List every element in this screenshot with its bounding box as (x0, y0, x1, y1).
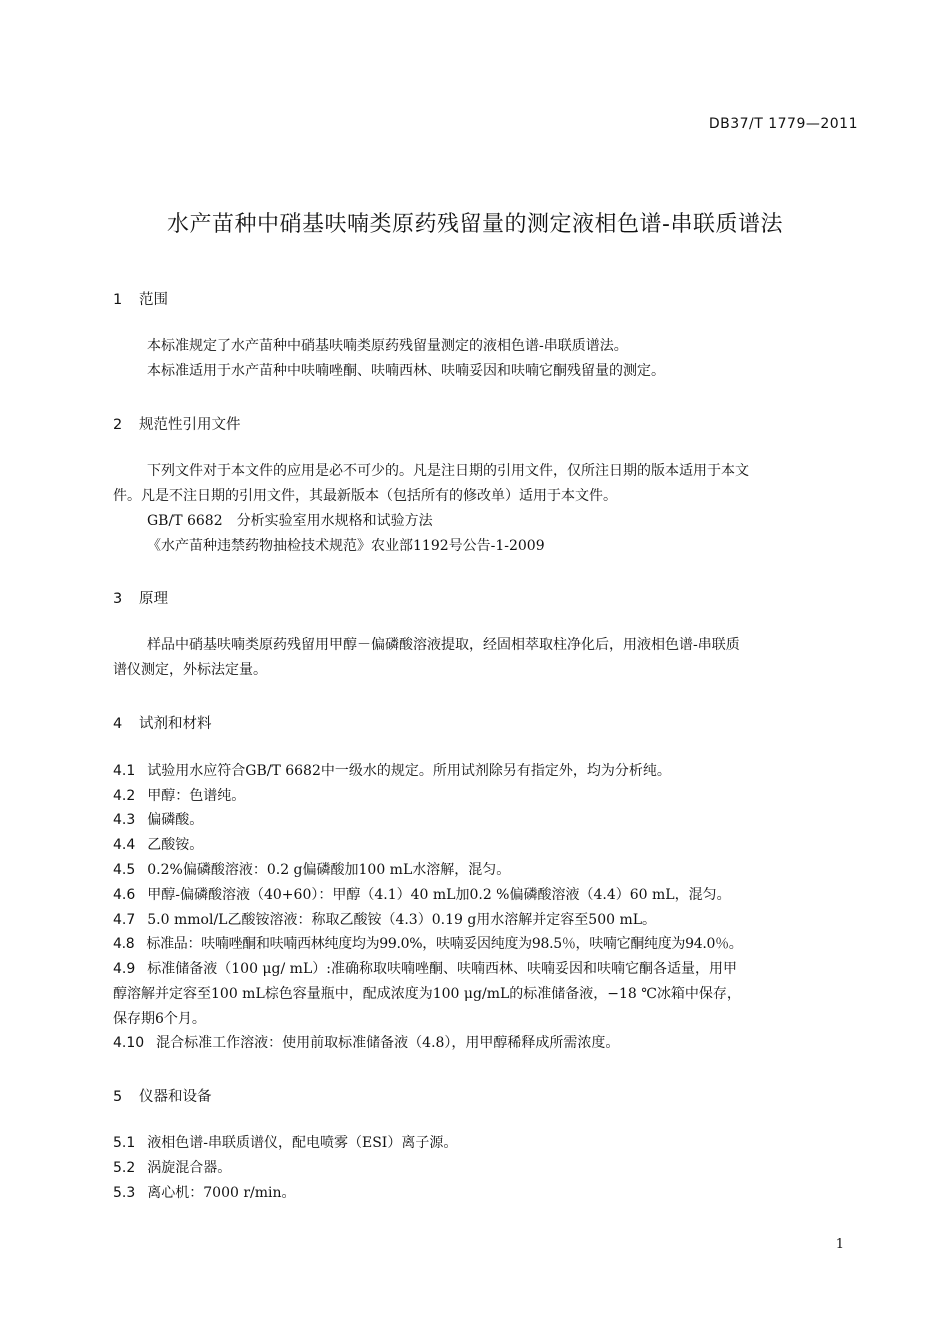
list-item: 4.5 0.2%偏磷酸溶液：0.2 g偏磷酸加100 mL水溶解，混匀。 (113, 862, 511, 878)
list-item: 5.3 离心机：7000 r/min。 (113, 1185, 296, 1201)
list-item: 4.7 5.0 mmol/L乙酸铵溶液：称取乙酸铵（4.3）0.19 g用水溶解并定容至500 mL。 (113, 912, 657, 928)
section-heading-3: 3 原理 (113, 591, 168, 607)
section-heading-5: 5 仪器和设备 (113, 1089, 212, 1105)
list-item: 4.6 甲醇-偏磷酸溶液（40+60）：甲醇（4.1）40 mL加0.2 %偏磷酸溶液（4.4）60 mL，混匀。 (113, 887, 731, 903)
list-item: 4.9 标准储备液（100 μg/ mL）:准确称取呋喃唑酮、呋喃西林、呋喃妥因和呋喃它酮各适量，用甲 醇溶解并定容至100 mL棕色容量瓶中，配成浓度为100 μg/mL的标准储备液，−18 ℃冰箱中保存， 保存期6个月。 (113, 961, 741, 1027)
list-item: 5.1 液相色谱-串联质谱仪，配电喷雾（ESI）离子源。 (113, 1135, 458, 1151)
section-1-text: 本标准规定了水产苗种中硝基呋喃类原药残留量测定的液相色谱-串联质谱法。 本标准适用于水产苗种中呋喃唑酮、呋喃西林、呋喃妥因和呋喃它酮残留量的测定。 (147, 338, 665, 379)
reference-2: 《水产苗种违禁药物抽检技术规范》农业部1192号公告-1-2009 (147, 538, 545, 554)
reference-1: GB/T 6682 分析实验室用水规格和试验方法 (147, 513, 433, 529)
list-item: 4.8 标准品：呋喃唑酮和呋喃西林纯度均为99.0%，呋喃妥因纯度为98.5％，呋喃它酮纯度为94.0％。 (113, 936, 743, 952)
section-heading-4: 4 试剂和材料 (113, 716, 212, 732)
list-item: 4.4 乙酸铵。 (113, 837, 204, 853)
list-item: 4.10 混合标准工作溶液：使用前取标准储备液（4.8），用甲醇稀释成所需浓度。 (113, 1035, 620, 1051)
list-item: 5.2 涡旋混合器。 (113, 1160, 232, 1176)
document-title: 水产苗种中硝基呋喃类原药残留量的测定液相色谱-串联质谱法 (167, 212, 783, 237)
section-2-text: 下列文件对于本文件的应用是必不可少的。凡是注日期的引用文件，仅所注日期的版本适用于本文 件。凡是不注日期的引用文件，其最新版本（包括所有的修改单）适用于本文件。 GB/T 6682 分析实验室用水规格和试验方法 《水产苗种违禁药物抽检技术规范》农业部1192号公告-1-2009 (113, 459, 859, 559)
list-item: 4.2 甲醇：色谱纯。 (113, 788, 246, 804)
section-3-text: 样品中硝基呋喃类原药残留用甲醇－偏磷酸溶液提取，经固相萃取柱净化后，用液相色谱-串联质 谱仪测定，外标法定量。 (113, 637, 740, 678)
list-item: 4.3 偏磷酸。 (113, 812, 204, 828)
page-number: 1 (835, 1237, 844, 1252)
section-heading-1: 1 范围 (113, 292, 168, 308)
section-heading-2: 2 规范性引用文件 (113, 417, 241, 433)
list-item: 4.1 试验用水应符合GB/T 6682中一级水的规定。所用试剂除另有指定外，均为分析纯。 (113, 763, 671, 779)
standard-number: DB37/T 1779—2011 (708, 116, 858, 132)
